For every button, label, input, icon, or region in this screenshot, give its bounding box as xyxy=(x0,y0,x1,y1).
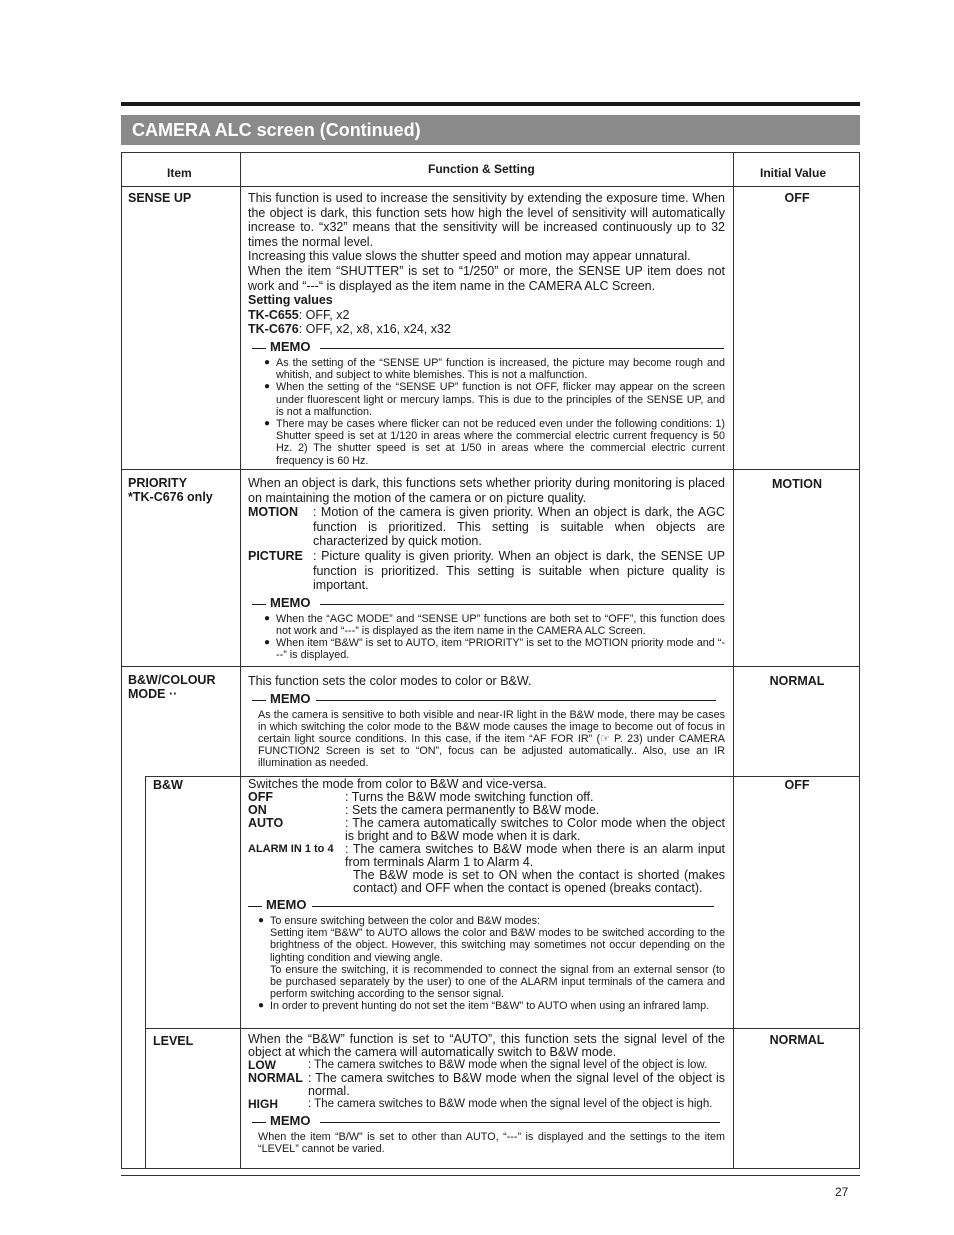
memo-item: ● There may be cases where flicker can not be reduced even under the following conditions: 1) Shutter speed is set at 1/120 in areas where the commercial electric current frequency is 50 Hz. 2) The shutter speed is set at 1/50 in areas where the commercial electric current frequency is 60 Hz. xyxy=(264,417,725,467)
function-level: When the “B&W” function is set to “AUTO”, this function sets the signal level of the object at which the camera will automatically switch to B&W mode. LOW : The camera switches to B&W mode when the signal level of the object is low. NORMAL : The camera switches to B&W mode when the signal level of the object is normal. HIGH : The camera switches to B&W mode when the signal level of the object is high. MEMO When the item “B/W” is set to other than AUTO, “---” is displayed and the settings to the item “LEVEL” cannot be varied. xyxy=(248,1032,725,1156)
memo-item: ● When the “AGC MODE” and “SENSE UP” functions are both set to “OFF”, this function does not work and “---” is displayed as the item name in the CAMERA ALC Screen. xyxy=(264,612,725,637)
header-initial-value: Initial Value xyxy=(760,166,827,180)
sub-item-indent-line xyxy=(145,777,146,1168)
function-priority: When an object is dark, this functions sets whether priority during monitoring is placed on maintaining the motion of the camera or on picture quality. MOTION : Motion of the camera is given priority. When an object is dark, the AGC function is prioritized. This setting is suitable when objects are characterized by quick motion. PICTURE : Picture quality is given priority. When an object is dark, the SENSE UP function is prioritized. This setting is suitable when picture quality is important. MEMO ● When the “AGC MODE” and “SENSE UP” functions are both set to “OFF”, this function does not work and “---” is displayed as the item name in the CAMERA ALC Screen. ● When item “B&W” is set to AUTO, item “PRIORITY” is set to the MOTION priority mode and “---” is displayed. xyxy=(248,476,725,662)
memo-heading: MEMO xyxy=(248,1115,725,1129)
priority-picture-def: PICTURE : Picture quality is given priority. When an object is dark, the SENSE UP function is prioritized. This setting is suitable when picture quality is important. xyxy=(248,548,725,593)
memo-text: When the item “B/W” is set to other than AUTO, “---” is displayed and the settings to the item “LEVEL” cannot be varied. xyxy=(258,1131,725,1156)
memo-heading: MEMO xyxy=(248,693,725,707)
memo-item: ● When the setting of the “SENSE UP” function is not OFF, flicker may appear on the screen under fluorescent light or mercury lamps. This is due to the principles of the SENSE UP, and is not a malfunction. xyxy=(264,381,725,418)
section-title-bar xyxy=(121,115,860,145)
initial-level: NORMAL xyxy=(769,1033,825,1047)
item-level: LEVEL xyxy=(153,1034,194,1048)
function-bw: Switches the mode from color to B&W and vice-versa. OFF : Turns the B&W mode switching function off. ON : Sets the camera permanently to B&W mode. AUTO : The camera automatically switches to Color mode when the object is bright and to B&W mode when it is dark. ALARM IN 1 to 4 : The camera switches to B&W mode when there is an alarm input from terminals Alarm 1 to Alarm 4. The B&W mode is set to ON when the contact is shorted (makes contact) and OFF when the contact is opened (breaks contact). MEMO ● To ensure switching between the color and B&W modes: Setting item “B&W” to AUTO allows the color and B&W modes to be switched according to the brightness of the object. However, this switching may sometimes not occur depending on the lighting condition and viewing angle. To ensure the switching, it is recommended to connect the signal from an external sensor (to be purchased separately by the user) to one of the ALARM input terminals of the camera and perform switching according to the sensor signal. ● In order to prevent hunting do not set the item “B&W” to AUTO when using an infrared lamp. xyxy=(248,778,725,1013)
initial-bw-colour-mode: NORMAL xyxy=(769,674,825,688)
memo-item: ● To ensure switching between the color and B&W modes: xyxy=(258,915,541,927)
item-bw: B&W xyxy=(153,778,183,792)
sense-up-desc: This function is used to increase the sensitivity by extending the exposure time. When the object is dark, this function sets how high the level of sensitivity will automatically increase to. “x32” means that the sensitivity will be increased continuously up to 32 times the normal level. xyxy=(248,191,725,249)
priority-motion-def: MOTION : Motion of the camera is given priority. When an object is dark, the AGC function is prioritized. This setting is suitable when objects are characterized by quick motion. xyxy=(248,505,725,549)
memo-item: ● In order to prevent hunting do not set the item “B&W” to AUTO when using an infrared lamp. xyxy=(258,1000,710,1013)
initial-bw: OFF xyxy=(784,778,810,792)
header-divider xyxy=(122,186,859,187)
item-priority: PRIORITY *TK-C676 only xyxy=(128,476,213,504)
row-divider xyxy=(122,469,859,470)
memo-heading: MEMO xyxy=(244,899,725,913)
function-sense-up xyxy=(248,191,725,467)
top-rule xyxy=(121,102,860,106)
sense-up-shutter-note: When the item “SHUTTER” is set to “1/250” or more, the SENSE UP item does not work and “---“ is displayed as the item name in the CAMERA ALC Screen. xyxy=(248,263,725,293)
sense-up-note: Increasing this value slows the shutter speed and motion may appear unnatural. xyxy=(248,249,691,264)
item-sense-up: SENSE UP xyxy=(128,191,192,205)
section-title: CAMERA ALC screen (Continued) xyxy=(132,120,421,140)
col-divider-item xyxy=(240,153,241,1168)
memo-text: As the camera is sensitive to both visible and near-IR light in the B&W mode, there may be cases in which switching the color mode to the B&W mode causes the image to become out of focus in certain light source conditions. In this case, if the item “AF FOR IR” (☞ P. 23) under CAMERA FUNCTION2 Screen is set to “ON”, focus can be adjusted automatically.. Also, use an IR illumination as needed. xyxy=(258,708,725,770)
setting-values-heading: Setting values xyxy=(248,293,333,308)
function-bw-colour-mode: This function sets the color modes to color or B&W. MEMO As the camera is sensitive to both visible and near-IR light in the B&W mode, there may be cases in which switching the color mode to the B&W mode causes the image to become out of focus in certain light source conditions. In this case, if the item “AF FOR IR” (☞ P. 23) under CAMERA FUNCTION2 Screen is set to “ON”, focus can be adjusted automatically.. Also, use an IR illumination as needed. xyxy=(248,674,725,770)
settings-table xyxy=(121,152,860,1169)
tk-c655-values: TK-C655: OFF, x2 xyxy=(248,307,350,322)
page-number: 27 xyxy=(835,1185,849,1199)
row-divider xyxy=(145,1028,859,1029)
col-divider-initial xyxy=(733,153,734,1168)
row-divider xyxy=(122,666,859,667)
memo-item: ● As the setting of the “SENSE UP” function is increased, the picture may become rough and whitish, and subject to white blemishes. This is not a malfunction. xyxy=(264,356,725,382)
initial-priority: MOTION xyxy=(772,477,822,491)
header-item: Item xyxy=(167,166,192,180)
item-bw-colour-mode: B&W/COLOUR MODE ·· xyxy=(128,673,216,701)
footer-rule xyxy=(121,1175,860,1176)
initial-sense-up: OFF xyxy=(784,191,810,205)
memo-heading: MEMO xyxy=(248,597,725,611)
memo-item: ● When item “B&W” is set to AUTO, item “PRIORITY” is set to the MOTION priority mode and “---” is displayed. xyxy=(264,637,725,662)
header-function: Function & Setting xyxy=(428,162,535,176)
memo-heading: MEMO xyxy=(248,341,725,355)
tk-c676-values: TK-C676: OFF, x2, x8, x16, x24, x32 xyxy=(248,322,451,337)
